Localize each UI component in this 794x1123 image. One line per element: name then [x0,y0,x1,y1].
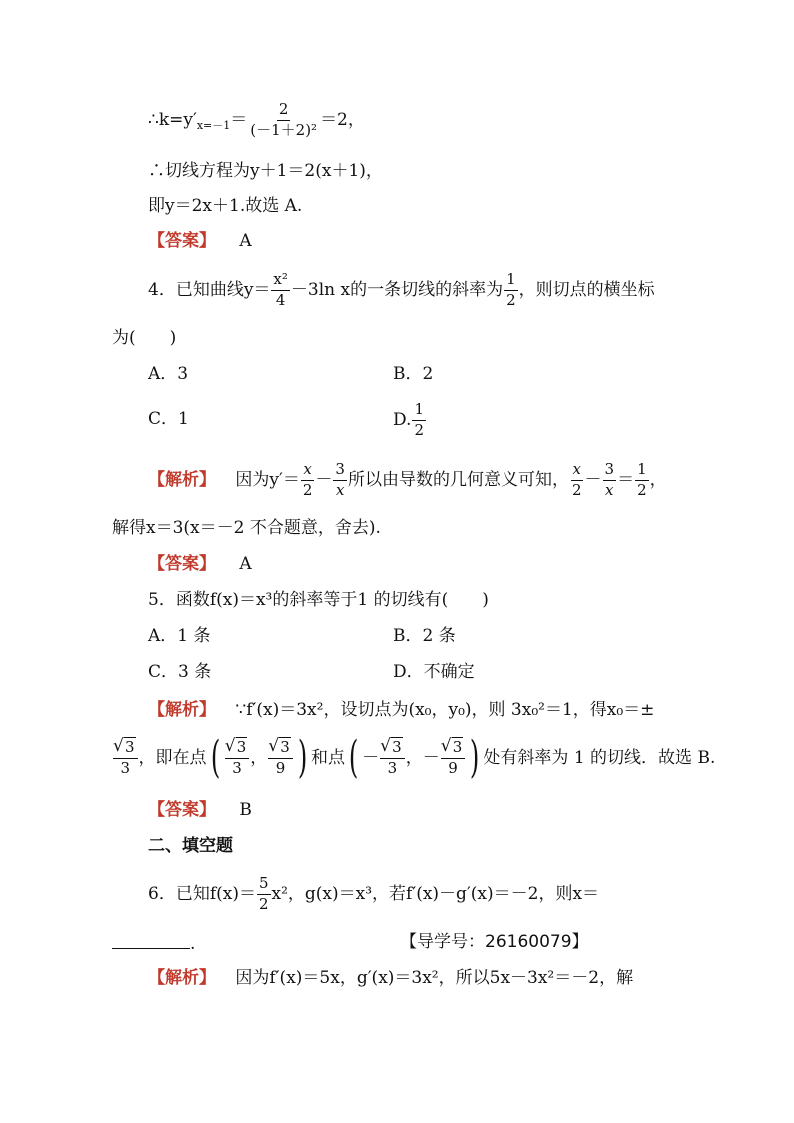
q5-option-d: D．不确定 [393,662,475,682]
comma: ， [250,747,268,768]
answer-label: 【答案】 [148,554,216,574]
denominator: 3 [387,758,398,777]
q4-text: －3ln x的一条切线的斜率为 [290,279,504,300]
answer-blank[interactable] [112,948,190,949]
denominator: 9 [448,758,458,777]
fraction [333,462,347,499]
fraction [248,102,319,139]
numerator: 1 [504,272,518,291]
radicand: 3 [452,738,463,756]
answer-4 [148,556,252,573]
fraction [301,462,315,499]
answer-value: A [239,231,252,251]
equals: ＝ [617,469,635,490]
fraction [257,876,271,913]
sqrt [443,740,464,756]
numerator [441,740,466,759]
analysis-text: 因为f′(x)＝5x，g′(x)＝3x²，所以5x－3x²＝－2，解 [235,968,634,988]
denominator: 4 [275,290,286,309]
numerator [380,740,405,759]
right-paren: ) [297,731,308,783]
slope-result: ＝2， [320,109,365,130]
minus: － [362,747,380,768]
question-4-cont: 为( ) [112,328,177,348]
numerator: x [301,462,313,481]
analysis-text: 和点 [310,747,345,768]
answer-5 [148,802,252,819]
question-6-cont [112,936,195,953]
q5-option-c: C．3 条 [148,662,212,682]
analysis-text: ，即在点 [138,747,207,768]
analysis-label: 【解析】 [148,968,216,988]
q5-option-b: B．2 条 [393,626,456,646]
numerator: 3 [603,462,617,481]
denominator: (－1＋2)² [250,120,318,139]
period: . [190,934,196,954]
q4-option-d [393,402,427,439]
q6-text: 6．已知f(x)＝ [148,883,256,904]
analysis-5 [148,702,654,719]
q4-option-c: C．1 [148,409,189,429]
option-label: D. [393,409,412,430]
denominator: x [335,480,345,499]
right-paren: ) [470,731,480,783]
analysis-4-cont: 解得x＝3(x＝－2 不合题意，舍去). [112,518,381,538]
line-conclusion: 即y＝2x＋1.故选 A. [148,196,303,216]
fraction [412,402,426,439]
analysis-text: 所以由导数的几何意义可知， [347,469,569,490]
fraction [504,272,518,309]
q4-text: ，则切点的横坐标 [518,279,655,300]
answer-value: B [239,800,252,820]
answer-value: A [239,554,252,574]
denominator: 2 [302,480,313,499]
analysis-5-cont [112,731,716,783]
minus: － [315,469,333,490]
numerator [113,740,138,759]
fraction [570,462,584,499]
fraction [380,740,405,777]
denominator: 2 [506,290,516,309]
sqrt [227,740,248,756]
fraction [225,740,250,777]
denominator: 9 [275,758,286,777]
analysis-4 [148,462,667,499]
analysis-text: 因为y′＝ [235,469,300,490]
analysis-text: 处有斜率为 1 的切线．故选 B. [483,747,716,768]
analysis-label: 【解析】 [148,700,216,720]
line-slope-calc [148,102,365,139]
section-heading: 二、填空题 [148,836,233,856]
numerator: 5 [257,876,271,895]
fraction [635,462,649,499]
comma: ， [405,747,423,768]
numerator: x [571,462,583,481]
question-4 [148,272,655,309]
q4-option-b: B．2 [393,364,434,384]
slope-subscript: x=－1 [196,119,231,133]
analysis-text: ， [649,469,667,490]
sqrt [270,740,291,756]
analysis-text: ∵f′(x)＝3x²，设切点为(x₀，y₀)，则 3x₀²＝1，得x₀＝± [235,700,655,720]
left-paren: ( [348,731,359,783]
denominator: x [605,480,614,499]
denominator: 2 [571,480,582,499]
minus: － [584,469,602,490]
denominator: 2 [258,894,269,913]
analysis-6 [148,970,633,987]
numerator [268,740,293,759]
answer-label: 【答案】 [148,231,216,251]
radicand: 3 [236,738,247,756]
numerator [225,740,250,759]
q4-text: 4．已知曲线y＝ [148,279,271,300]
minus: － [422,747,440,768]
numerator: 2 [277,102,291,121]
guide-number: 【导学号：26160079】 [400,932,589,952]
sqrt [115,740,136,756]
radicand: 3 [125,738,135,756]
q5-option-a: A．1 条 [148,626,211,646]
fraction [113,740,138,777]
sqrt [382,740,403,756]
answer-3 [148,233,252,250]
question-6 [148,876,599,913]
numerator: 3 [333,462,347,481]
denominator: 2 [414,420,424,439]
left-paren: ( [210,731,220,783]
q4-option-a: A．3 [148,364,189,384]
slope-lhs: ∴k=y′ [148,109,197,130]
denominator: 2 [637,480,647,499]
fraction [603,462,617,499]
denominator: 3 [120,758,131,777]
numerator: 1 [412,402,426,421]
fraction [268,740,293,777]
numerator: x² [271,272,289,291]
question-5: 5．函数f(x)＝x³的斜率等于1 的切线有( ) [148,590,489,610]
radicand: 3 [392,738,402,756]
denominator: 3 [232,758,242,777]
fraction [441,740,466,777]
radicand: 3 [280,738,290,756]
answer-label: 【答案】 [148,800,216,820]
fraction [271,272,289,309]
equals: ＝ [230,109,248,130]
numerator: 1 [635,462,649,481]
analysis-label: 【解析】 [148,469,216,490]
line-tangent-equation: ∴切线方程为y＋1＝2(x＋1)， [148,161,383,181]
q6-text: x²，g(x)＝x³，若f′(x)－g′(x)＝－2，则x＝ [271,883,600,904]
